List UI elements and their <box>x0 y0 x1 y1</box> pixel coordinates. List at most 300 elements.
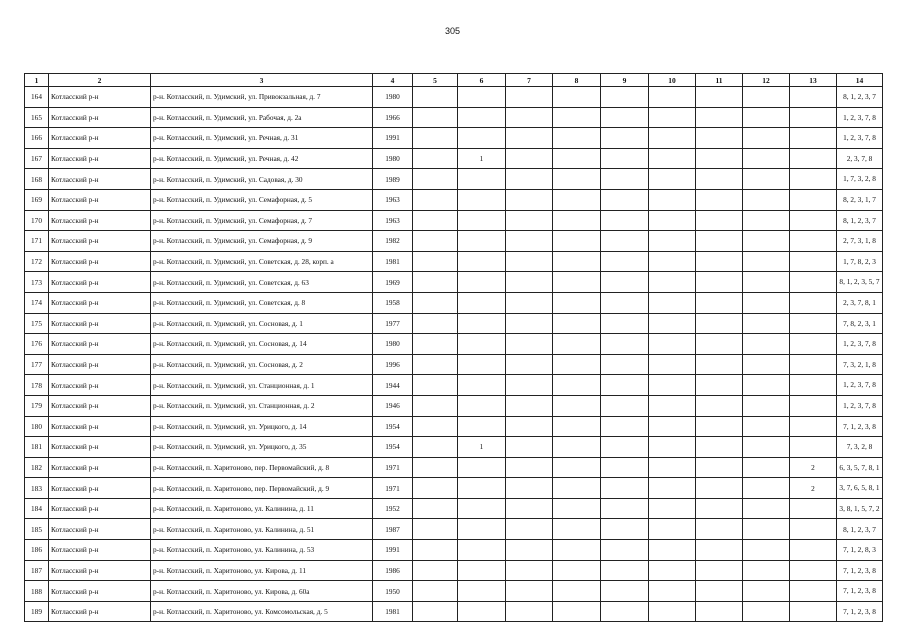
row-number: 169 <box>25 189 49 210</box>
year-cell: 1986 <box>373 560 413 581</box>
table-row <box>25 169 883 190</box>
col13-cell <box>790 601 837 622</box>
col11-cell <box>696 498 743 519</box>
row-number: 171 <box>25 231 49 252</box>
year-cell: 1969 <box>373 272 413 293</box>
col6-cell <box>458 210 506 231</box>
col5-cell <box>413 540 458 561</box>
table-row <box>25 251 883 272</box>
address-cell: р-н. Котласский, п. Удимский, ул. Станционная, д. 2 <box>151 395 373 416</box>
col6-cell <box>458 292 506 313</box>
col10-cell <box>649 519 696 540</box>
address-cell: р-н. Котласский, п. Удимский, ул. Речная, д. 42 <box>151 148 373 169</box>
col12-cell <box>743 231 790 252</box>
col14-cell: 1, 2, 3, 7, 8 <box>837 375 883 396</box>
col13-cell <box>790 375 837 396</box>
col9-cell <box>601 169 649 190</box>
col9-cell <box>601 498 649 519</box>
col11-cell <box>696 210 743 231</box>
col14-cell: 8, 1, 2, 3, 5, 7 <box>837 272 883 293</box>
col9-cell <box>601 292 649 313</box>
address-cell: р-н. Котласский, п. Удимский, ул. Сосновая, д. 14 <box>151 334 373 355</box>
col7-cell <box>506 416 553 437</box>
col6-cell <box>458 519 506 540</box>
col6-cell <box>458 128 506 149</box>
col11-cell <box>696 416 743 437</box>
col14-cell: 7, 3, 2, 1, 8 <box>837 354 883 375</box>
col10-cell <box>649 231 696 252</box>
col5-cell <box>413 395 458 416</box>
column-header-4: 4 <box>373 74 413 87</box>
col14-cell: 8, 2, 3, 1, 7 <box>837 189 883 210</box>
col7-cell <box>506 87 553 108</box>
col13-cell <box>790 313 837 334</box>
col9-cell <box>601 560 649 581</box>
district-cell: Котласский р-н <box>49 292 151 313</box>
col11-cell <box>696 334 743 355</box>
col12-cell <box>743 416 790 437</box>
year-cell: 1971 <box>373 457 413 478</box>
col6-cell: 1 <box>458 148 506 169</box>
col12-cell <box>743 395 790 416</box>
col8-cell <box>553 313 601 334</box>
col7-cell <box>506 519 553 540</box>
col8-cell <box>553 231 601 252</box>
col12-cell <box>743 169 790 190</box>
col6-cell <box>458 251 506 272</box>
table-row <box>25 313 883 334</box>
col14-cell: 1, 2, 3, 7, 8 <box>837 107 883 128</box>
col13-cell <box>790 498 837 519</box>
col7-cell <box>506 581 553 602</box>
row-number: 167 <box>25 148 49 169</box>
table-row <box>25 210 883 231</box>
col6-cell <box>458 498 506 519</box>
col8-cell <box>553 457 601 478</box>
col6-cell <box>458 334 506 355</box>
row-number: 183 <box>25 478 49 499</box>
district-cell: Котласский р-н <box>49 478 151 499</box>
table-row <box>25 231 883 252</box>
col13-cell <box>790 251 837 272</box>
address-cell: р-н. Котласский, п. Харитоново, ул. Кирова, д. 60а <box>151 581 373 602</box>
col12-cell <box>743 498 790 519</box>
col8-cell <box>553 395 601 416</box>
col5-cell <box>413 560 458 581</box>
col8-cell <box>553 189 601 210</box>
col6-cell <box>458 189 506 210</box>
district-cell: Котласский р-н <box>49 601 151 622</box>
col8-cell <box>553 292 601 313</box>
col10-cell <box>649 189 696 210</box>
col14-cell: 7, 8, 2, 3, 1 <box>837 313 883 334</box>
col14-cell: 7, 3, 2, 8 <box>837 437 883 458</box>
address-cell: р-н. Котласский, п. Удимский, ул. Советская, д. 63 <box>151 272 373 293</box>
district-cell: Котласский р-н <box>49 540 151 561</box>
table-row <box>25 354 883 375</box>
col14-cell: 7, 1, 2, 8, 3 <box>837 540 883 561</box>
header-row <box>25 74 883 87</box>
col11-cell <box>696 107 743 128</box>
col9-cell <box>601 581 649 602</box>
col13-cell <box>790 354 837 375</box>
col10-cell <box>649 581 696 602</box>
col7-cell <box>506 189 553 210</box>
col13-cell: 2 <box>790 478 837 499</box>
col10-cell <box>649 560 696 581</box>
column-header-1: 1 <box>25 74 49 87</box>
table-row <box>25 395 883 416</box>
col9-cell <box>601 395 649 416</box>
col7-cell <box>506 169 553 190</box>
col14-cell: 1, 7, 8, 2, 3 <box>837 251 883 272</box>
address-cell: р-н. Котласский, п. Удимский, ул. Советская, д. 28, корп. а <box>151 251 373 272</box>
row-number: 172 <box>25 251 49 272</box>
col9-cell <box>601 87 649 108</box>
col8-cell <box>553 375 601 396</box>
col5-cell <box>413 231 458 252</box>
col8-cell <box>553 519 601 540</box>
col13-cell <box>790 148 837 169</box>
col14-cell: 3, 8, 1, 5, 7, 2 <box>837 498 883 519</box>
col8-cell <box>553 601 601 622</box>
col10-cell <box>649 395 696 416</box>
col11-cell <box>696 519 743 540</box>
col9-cell <box>601 416 649 437</box>
row-number: 187 <box>25 560 49 581</box>
district-cell: Котласский р-н <box>49 231 151 252</box>
col9-cell <box>601 437 649 458</box>
col7-cell <box>506 107 553 128</box>
col7-cell <box>506 334 553 355</box>
col6-cell: 1 <box>458 437 506 458</box>
col11-cell <box>696 375 743 396</box>
col10-cell <box>649 292 696 313</box>
column-header-13: 13 <box>790 74 837 87</box>
col13-cell <box>790 395 837 416</box>
col11-cell <box>696 251 743 272</box>
col6-cell <box>458 313 506 334</box>
col9-cell <box>601 334 649 355</box>
address-cell: р-н. Котласский, п. Харитоново, ул. Калинина, д. 53 <box>151 540 373 561</box>
address-cell: р-н. Котласский, п. Удимский, ул. Советская, д. 8 <box>151 292 373 313</box>
col12-cell <box>743 189 790 210</box>
district-cell: Котласский р-н <box>49 251 151 272</box>
year-cell: 1966 <box>373 107 413 128</box>
address-cell: р-н. Котласский, п. Харитоново, ул. Калинина, д. 51 <box>151 519 373 540</box>
table-header <box>25 74 883 87</box>
col7-cell <box>506 313 553 334</box>
district-cell: Котласский р-н <box>49 354 151 375</box>
col7-cell <box>506 375 553 396</box>
address-cell: р-н. Котласский, п. Удимский, ул. Сосновая, д. 1 <box>151 313 373 334</box>
col7-cell <box>506 457 553 478</box>
col13-cell <box>790 231 837 252</box>
col9-cell <box>601 478 649 499</box>
col11-cell <box>696 231 743 252</box>
col5-cell <box>413 87 458 108</box>
col12-cell <box>743 272 790 293</box>
col6-cell <box>458 395 506 416</box>
row-number: 164 <box>25 87 49 108</box>
district-cell: Котласский р-н <box>49 334 151 355</box>
year-cell: 1981 <box>373 251 413 272</box>
col8-cell <box>553 354 601 375</box>
col13-cell: 2 <box>790 457 837 478</box>
col14-cell: 7, 1, 2, 3, 8 <box>837 581 883 602</box>
col9-cell <box>601 375 649 396</box>
table-body <box>25 87 883 622</box>
district-cell: Котласский р-н <box>49 107 151 128</box>
col5-cell <box>413 416 458 437</box>
col11-cell <box>696 313 743 334</box>
address-cell: р-н. Котласский, п. Харитоново, пер. Первомайский, д. 9 <box>151 478 373 499</box>
col9-cell <box>601 313 649 334</box>
col11-cell <box>696 395 743 416</box>
district-cell: Котласский р-н <box>49 375 151 396</box>
table-row <box>25 437 883 458</box>
col10-cell <box>649 354 696 375</box>
col11-cell <box>696 601 743 622</box>
col8-cell <box>553 272 601 293</box>
address-cell: р-н. Котласский, п. Харитоново, ул. Комсомольская, д. 5 <box>151 601 373 622</box>
col6-cell <box>458 354 506 375</box>
year-cell: 1980 <box>373 334 413 355</box>
col5-cell <box>413 519 458 540</box>
col12-cell <box>743 601 790 622</box>
table-row <box>25 292 883 313</box>
address-cell: р-н. Котласский, п. Удимский, ул. Урицкого, д. 14 <box>151 416 373 437</box>
col13-cell <box>790 519 837 540</box>
col7-cell <box>506 498 553 519</box>
col6-cell <box>458 169 506 190</box>
col12-cell <box>743 560 790 581</box>
table-row <box>25 334 883 355</box>
year-cell: 1977 <box>373 313 413 334</box>
column-header-7: 7 <box>506 74 553 87</box>
col12-cell <box>743 519 790 540</box>
col13-cell <box>790 437 837 458</box>
col13-cell <box>790 210 837 231</box>
col14-cell: 7, 1, 2, 3, 8 <box>837 601 883 622</box>
address-cell: р-н. Котласский, п. Харитоново, пер. Первомайский, д. 8 <box>151 457 373 478</box>
col10-cell <box>649 313 696 334</box>
col5-cell <box>413 375 458 396</box>
year-cell: 1980 <box>373 87 413 108</box>
row-number: 186 <box>25 540 49 561</box>
col5-cell <box>413 581 458 602</box>
col14-cell: 2, 3, 7, 8, 1 <box>837 292 883 313</box>
district-cell: Котласский р-н <box>49 128 151 149</box>
col13-cell <box>790 416 837 437</box>
col10-cell <box>649 601 696 622</box>
column-header-10: 10 <box>649 74 696 87</box>
col8-cell <box>553 334 601 355</box>
col14-cell: 2, 7, 3, 1, 8 <box>837 231 883 252</box>
col5-cell <box>413 272 458 293</box>
col9-cell <box>601 210 649 231</box>
column-header-11: 11 <box>696 74 743 87</box>
row-number: 176 <box>25 334 49 355</box>
col7-cell <box>506 540 553 561</box>
table-row <box>25 272 883 293</box>
col8-cell <box>553 128 601 149</box>
year-cell: 1963 <box>373 189 413 210</box>
col11-cell <box>696 148 743 169</box>
year-cell: 1982 <box>373 231 413 252</box>
col11-cell <box>696 581 743 602</box>
col12-cell <box>743 210 790 231</box>
col10-cell <box>649 437 696 458</box>
address-cell: р-н. Котласский, п. Харитоново, ул. Калинина, д. 11 <box>151 498 373 519</box>
col9-cell <box>601 231 649 252</box>
row-number: 168 <box>25 169 49 190</box>
column-header-8: 8 <box>553 74 601 87</box>
col14-cell: 6, 3, 5, 7, 8, 1 <box>837 457 883 478</box>
col11-cell <box>696 128 743 149</box>
address-cell: р-н. Котласский, п. Удимский, ул. Рабочая, д. 2а <box>151 107 373 128</box>
col5-cell <box>413 498 458 519</box>
col9-cell <box>601 148 649 169</box>
address-cell: р-н. Котласский, п. Удимский, ул. Речная, д. 31 <box>151 128 373 149</box>
row-number: 188 <box>25 581 49 602</box>
col5-cell <box>413 478 458 499</box>
column-header-6: 6 <box>458 74 506 87</box>
col8-cell <box>553 416 601 437</box>
address-cell: р-н. Котласский, п. Харитоново, ул. Кирова, д. 11 <box>151 560 373 581</box>
col6-cell <box>458 107 506 128</box>
district-cell: Котласский р-н <box>49 169 151 190</box>
col14-cell: 1, 2, 3, 7, 8 <box>837 334 883 355</box>
row-number: 177 <box>25 354 49 375</box>
year-cell: 1952 <box>373 498 413 519</box>
col5-cell <box>413 313 458 334</box>
col12-cell <box>743 478 790 499</box>
col7-cell <box>506 395 553 416</box>
district-cell: Котласский р-н <box>49 395 151 416</box>
col11-cell <box>696 354 743 375</box>
col6-cell <box>458 601 506 622</box>
col10-cell <box>649 148 696 169</box>
table-row <box>25 540 883 561</box>
col11-cell <box>696 540 743 561</box>
row-number: 185 <box>25 519 49 540</box>
row-number: 180 <box>25 416 49 437</box>
col9-cell <box>601 601 649 622</box>
col9-cell <box>601 457 649 478</box>
col7-cell <box>506 601 553 622</box>
col12-cell <box>743 128 790 149</box>
col11-cell <box>696 457 743 478</box>
col10-cell <box>649 457 696 478</box>
col5-cell <box>413 148 458 169</box>
col14-cell: 3, 7, 6, 5, 8, 1 <box>837 478 883 499</box>
col13-cell <box>790 107 837 128</box>
col10-cell <box>649 375 696 396</box>
year-cell: 1996 <box>373 354 413 375</box>
registry-table <box>24 73 883 622</box>
address-cell: р-н. Котласский, п. Удимский, ул. Привокзальная, д. 7 <box>151 87 373 108</box>
column-header-3: 3 <box>151 74 373 87</box>
col14-cell: 1, 2, 3, 7, 8 <box>837 128 883 149</box>
row-number: 182 <box>25 457 49 478</box>
year-cell: 1981 <box>373 601 413 622</box>
district-cell: Котласский р-н <box>49 189 151 210</box>
col7-cell <box>506 231 553 252</box>
col6-cell <box>458 457 506 478</box>
col5-cell <box>413 601 458 622</box>
district-cell: Котласский р-н <box>49 457 151 478</box>
col8-cell <box>553 540 601 561</box>
col7-cell <box>506 210 553 231</box>
col9-cell <box>601 251 649 272</box>
district-cell: Котласский р-н <box>49 581 151 602</box>
year-cell: 1963 <box>373 210 413 231</box>
column-header-5: 5 <box>413 74 458 87</box>
column-header-2: 2 <box>49 74 151 87</box>
address-cell: р-н. Котласский, п. Удимский, ул. Семафорная, д. 5 <box>151 189 373 210</box>
col9-cell <box>601 189 649 210</box>
col12-cell <box>743 437 790 458</box>
col6-cell <box>458 416 506 437</box>
col5-cell <box>413 210 458 231</box>
col7-cell <box>506 292 553 313</box>
col8-cell <box>553 581 601 602</box>
col10-cell <box>649 169 696 190</box>
col12-cell <box>743 313 790 334</box>
col12-cell <box>743 581 790 602</box>
col13-cell <box>790 560 837 581</box>
col5-cell <box>413 457 458 478</box>
year-cell: 1954 <box>373 416 413 437</box>
col10-cell <box>649 272 696 293</box>
address-cell: р-н. Котласский, п. Удимский, ул. Урицкого, д. 35 <box>151 437 373 458</box>
col5-cell <box>413 107 458 128</box>
col11-cell <box>696 437 743 458</box>
table-row <box>25 189 883 210</box>
col9-cell <box>601 519 649 540</box>
col10-cell <box>649 416 696 437</box>
col14-cell: 1, 7, 3, 2, 8 <box>837 169 883 190</box>
col8-cell <box>553 210 601 231</box>
col5-cell <box>413 128 458 149</box>
col8-cell <box>553 148 601 169</box>
col8-cell <box>553 437 601 458</box>
col11-cell <box>696 189 743 210</box>
row-number: 166 <box>25 128 49 149</box>
row-number: 184 <box>25 498 49 519</box>
col13-cell <box>790 272 837 293</box>
row-number: 174 <box>25 292 49 313</box>
col13-cell <box>790 128 837 149</box>
address-cell: р-н. Котласский, п. Удимский, ул. Семафорная, д. 7 <box>151 210 373 231</box>
col12-cell <box>743 87 790 108</box>
col5-cell <box>413 169 458 190</box>
col7-cell <box>506 148 553 169</box>
column-header-12: 12 <box>743 74 790 87</box>
col7-cell <box>506 560 553 581</box>
col10-cell <box>649 210 696 231</box>
col10-cell <box>649 107 696 128</box>
col8-cell <box>553 560 601 581</box>
row-number: 178 <box>25 375 49 396</box>
col11-cell <box>696 292 743 313</box>
col14-cell: 2, 3, 7, 8 <box>837 148 883 169</box>
col13-cell <box>790 189 837 210</box>
col5-cell <box>413 334 458 355</box>
table-row <box>25 560 883 581</box>
year-cell: 1954 <box>373 437 413 458</box>
